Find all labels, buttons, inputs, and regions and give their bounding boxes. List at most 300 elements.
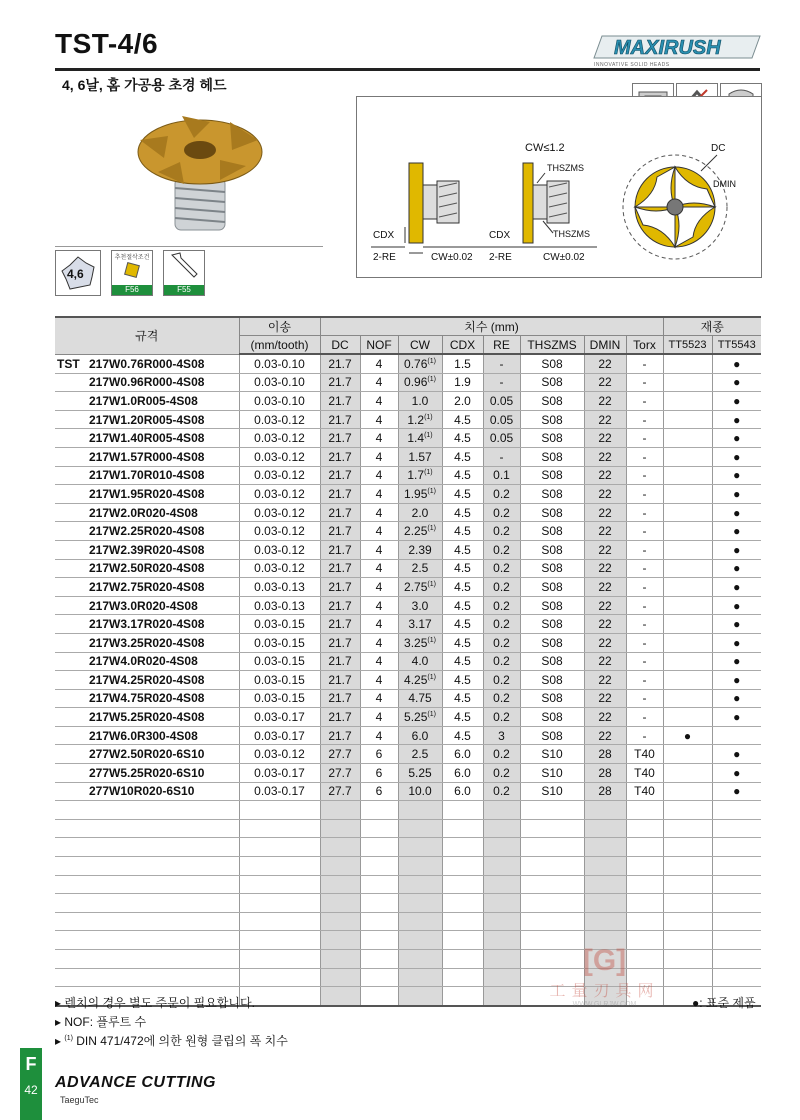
cell-nof: 4: [360, 354, 398, 373]
cell-g1: ●: [663, 726, 712, 745]
edges-count: 4,6: [67, 267, 84, 281]
spec-table-body: [55, 354, 761, 1006]
cell-cw: [398, 987, 442, 1006]
table-row: [55, 503, 761, 522]
table-row: [55, 671, 761, 690]
cell-feed: [239, 968, 320, 987]
wrench-icon: [166, 251, 202, 281]
cell-dc: 21.7: [320, 410, 360, 429]
cell-cdx: 6.0: [442, 782, 483, 801]
cell-nof: 4: [360, 373, 398, 392]
cell-code: [55, 875, 239, 894]
brand-text: MAXIRUSH: [614, 37, 721, 59]
cell-cw: 3.0: [398, 596, 442, 615]
cell-code: 217W2.75R020-4S08: [55, 578, 239, 597]
header-cw: CW: [398, 336, 442, 355]
cell-g2: [712, 968, 761, 987]
cell-g2: ●: [712, 671, 761, 690]
cell-re: 0.2: [483, 540, 520, 559]
table-row: [55, 782, 761, 801]
cell-dc: [320, 987, 360, 1006]
cell-torx: T40: [626, 782, 663, 801]
cell-cdx: 4.5: [442, 503, 483, 522]
table-row: [55, 447, 761, 466]
table-row: [55, 540, 761, 559]
cell-code: [55, 819, 239, 838]
header-grade-2: TT5543: [712, 336, 761, 355]
cell-torx: [626, 819, 663, 838]
header-grade-1: TT5523: [663, 336, 712, 355]
cell-nof: 4: [360, 447, 398, 466]
cell-g2: ●: [712, 485, 761, 504]
cell-nof: 4: [360, 503, 398, 522]
cell-re: 0.2: [483, 596, 520, 615]
cell-re: 0.05: [483, 429, 520, 448]
cell-torx: [626, 801, 663, 820]
cell-torx: -: [626, 540, 663, 559]
cell-th: S08: [520, 596, 584, 615]
cell-feed: 0.03-0.15: [239, 633, 320, 652]
company-name: TaeguTec: [60, 1095, 99, 1105]
section-divider: [55, 246, 323, 247]
cell-torx: -: [626, 708, 663, 727]
cell-g1: [663, 447, 712, 466]
cell-cdx: [442, 912, 483, 931]
cell-nof: 4: [360, 596, 398, 615]
cell-code: [55, 894, 239, 913]
cell-dc: [320, 950, 360, 969]
cell-re: [483, 968, 520, 987]
cell-cdx: 6.0: [442, 745, 483, 764]
cell-nof: [360, 875, 398, 894]
cell-cw: 2.39: [398, 540, 442, 559]
cell-th: S08: [520, 708, 584, 727]
cell-dmin: [584, 912, 626, 931]
cell-torx: -: [626, 466, 663, 485]
cell-cw: [398, 968, 442, 987]
cell-nof: [360, 931, 398, 950]
cell-cdx: 1.9: [442, 373, 483, 392]
cell-g2: [712, 931, 761, 950]
cell-cdx: 4.5: [442, 559, 483, 578]
spec-table: [55, 316, 761, 1007]
cell-dmin: 22: [584, 726, 626, 745]
cell-g1: [663, 838, 712, 857]
watermark-text: 工量刃具网: [549, 983, 660, 1000]
table-row: [55, 689, 761, 708]
watermark-symbol: [G]: [582, 944, 627, 977]
cell-nof: [360, 894, 398, 913]
note-1: ▸ 렌치의 경우 별도 주문이 필요합니다.: [55, 996, 255, 1010]
cell-nof: 6: [360, 782, 398, 801]
cell-dmin: 22: [584, 540, 626, 559]
brand-tagline: INNOVATIVE SOLID HEADS: [594, 62, 670, 68]
cell-code: 217W0.96R000-4S08: [55, 373, 239, 392]
badge-row: [55, 250, 205, 296]
cell-nof: 6: [360, 745, 398, 764]
cell-cdx: 4.5: [442, 447, 483, 466]
page-number: 42: [24, 1083, 38, 1097]
cell-dmin: 22: [584, 503, 626, 522]
cell-g1: [663, 689, 712, 708]
cell-cw: 5.25$^{(1)}$: [398, 708, 442, 727]
cell-g2: [712, 726, 761, 745]
cell-th: S08: [520, 392, 584, 411]
cell-code: 217W2.0R020-4S08: [55, 503, 239, 522]
table-row: [55, 596, 761, 615]
header-nof: NOF: [360, 336, 398, 355]
cell-feed: [239, 950, 320, 969]
cell-cdx: 4.5: [442, 429, 483, 448]
cell-cdx: [442, 857, 483, 876]
table-row: [55, 875, 761, 894]
cell-torx: T40: [626, 764, 663, 783]
cell-dc: [320, 819, 360, 838]
cell-g2: ●: [712, 782, 761, 801]
cell-code: 217W3.17R020-4S08: [55, 615, 239, 634]
cell-nof: 4: [360, 466, 398, 485]
cell-dc: 21.7: [320, 671, 360, 690]
cell-feed: 0.03-0.10: [239, 373, 320, 392]
cell-th: S10: [520, 764, 584, 783]
header-cdx: CDX: [442, 336, 483, 355]
cell-feed: 0.03-0.12: [239, 485, 320, 504]
cell-nof: [360, 912, 398, 931]
cell-dc: 21.7: [320, 708, 360, 727]
cell-dc: [320, 838, 360, 857]
thszms-label-2: THSZMS: [553, 229, 590, 239]
cell-dmin: 22: [584, 522, 626, 541]
cw-limit-label: CW≤1.2: [525, 142, 565, 154]
cell-dc: 21.7: [320, 522, 360, 541]
cell-nof: [360, 801, 398, 820]
cell-re: 0.2: [483, 633, 520, 652]
recommended-conditions-badge[interactable]: [111, 250, 153, 296]
cell-code: [55, 968, 239, 987]
cell-g2: ●: [712, 745, 761, 764]
cell-cw: [398, 819, 442, 838]
re-label-2: 2-RE: [489, 252, 512, 263]
table-row: [55, 819, 761, 838]
cell-th: [520, 819, 584, 838]
cell-cdx: 2.0: [442, 392, 483, 411]
cw-tolerance-label-2: CW±0.02: [543, 252, 585, 263]
cell-th: S08: [520, 652, 584, 671]
cell-dc: 21.7: [320, 726, 360, 745]
cell-cdx: 4.5: [442, 633, 483, 652]
cell-feed: 0.03-0.13: [239, 596, 320, 615]
cell-feed: [239, 857, 320, 876]
table-row: [55, 429, 761, 448]
cell-g1: [663, 392, 712, 411]
cell-cw: 6.0: [398, 726, 442, 745]
cell-re: 0.2: [483, 503, 520, 522]
cell-code: 217W6.0R300-4S08: [55, 726, 239, 745]
cell-g1: [663, 708, 712, 727]
cell-g2: [712, 894, 761, 913]
cell-cdx: [442, 838, 483, 857]
cell-dmin: 22: [584, 615, 626, 634]
header-feed: 이송: [239, 317, 320, 336]
cell-re: -: [483, 373, 520, 392]
cell-torx: [626, 838, 663, 857]
cell-code: 217W2.39R020-4S08: [55, 540, 239, 559]
cell-cw: 4.25$^{(1)}$: [398, 671, 442, 690]
cell-g1: [663, 578, 712, 597]
cell-g2: ●: [712, 522, 761, 541]
cell-g2: ●: [712, 410, 761, 429]
cell-torx: -: [626, 596, 663, 615]
cell-feed: 0.03-0.17: [239, 726, 320, 745]
cell-g2: ●: [712, 764, 761, 783]
note-3: ▸ $^{(1)}$ DIN 471/472에 의한 원형 클립의 폭 치수: [55, 1034, 288, 1048]
cell-g2: [712, 912, 761, 931]
cell-g2: ●: [712, 466, 761, 485]
cell-code: 217W3.25R020-4S08: [55, 633, 239, 652]
cell-g2: ●: [712, 559, 761, 578]
cell-g1: [663, 745, 712, 764]
cell-g1: [663, 615, 712, 634]
cell-th: S10: [520, 745, 584, 764]
cell-g1: [663, 782, 712, 801]
cell-torx: -: [626, 578, 663, 597]
cell-cdx: [442, 950, 483, 969]
cell-nof: [360, 987, 398, 1006]
cell-torx: -: [626, 485, 663, 504]
cell-feed: 0.03-0.15: [239, 615, 320, 634]
footnotes: [55, 994, 288, 1051]
cell-torx: -: [626, 615, 663, 634]
table-row: [55, 615, 761, 634]
cell-cw: 0.96$^{(1)}$: [398, 373, 442, 392]
cell-nof: 4: [360, 522, 398, 541]
cell-th: S08: [520, 671, 584, 690]
cell-re: 0.2: [483, 559, 520, 578]
cell-code: 217W1.20R005-4S08: [55, 410, 239, 429]
thszms-label: THSZMS: [547, 163, 584, 173]
cell-feed: 0.03-0.12: [239, 522, 320, 541]
maxirush-logo: [592, 32, 762, 62]
cell-g2: [712, 857, 761, 876]
cell-th: [520, 912, 584, 931]
table-row: [55, 801, 761, 820]
cell-nof: 4: [360, 540, 398, 559]
cell-dmin: 28: [584, 745, 626, 764]
cell-g2: [712, 950, 761, 969]
cell-th: S08: [520, 429, 584, 448]
cell-g1: [663, 429, 712, 448]
cell-dc: 21.7: [320, 615, 360, 634]
wrench-code: F55: [164, 285, 204, 295]
cell-code: 217W1.40R005-4S08: [55, 429, 239, 448]
legend-standard: ●: 표준 제품: [692, 996, 756, 1010]
cell-re: 0.2: [483, 764, 520, 783]
end-view: [623, 143, 736, 259]
table-row: [55, 652, 761, 671]
cell-torx: -: [626, 522, 663, 541]
cell-cdx: 4.5: [442, 540, 483, 559]
cell-dc: 21.7: [320, 503, 360, 522]
cell-dc: 21.7: [320, 689, 360, 708]
cell-dc: 21.7: [320, 633, 360, 652]
cell-cdx: [442, 987, 483, 1006]
cell-feed: [239, 912, 320, 931]
cell-feed: 0.03-0.12: [239, 410, 320, 429]
cell-dmin: [584, 875, 626, 894]
table-row: [55, 894, 761, 913]
cell-cw: 1.4$^{(1)}$: [398, 429, 442, 448]
cdx-label: CDX: [373, 230, 395, 241]
cell-th: S08: [520, 503, 584, 522]
cell-dc: 27.7: [320, 782, 360, 801]
cell-th: S08: [520, 447, 584, 466]
cell-cw: [398, 801, 442, 820]
cell-nof: 4: [360, 410, 398, 429]
cell-feed: 0.03-0.12: [239, 540, 320, 559]
cell-code: 217W5.25R020-4S08: [55, 708, 239, 727]
table-row: [55, 764, 761, 783]
cell-dmin: 22: [584, 410, 626, 429]
cell-re: [483, 950, 520, 969]
cell-nof: 6: [360, 764, 398, 783]
cell-torx: -: [626, 354, 663, 373]
cell-dc: 21.7: [320, 596, 360, 615]
cell-re: 0.2: [483, 745, 520, 764]
cell-g2: ●: [712, 596, 761, 615]
cell-re: 0.05: [483, 392, 520, 411]
header-spec: 규격: [55, 317, 239, 354]
cell-code: [55, 838, 239, 857]
insert-icon: [122, 261, 142, 279]
cell-feed: 0.03-0.17: [239, 708, 320, 727]
cell-cw: [398, 912, 442, 931]
cell-th: [520, 894, 584, 913]
cell-dc: 21.7: [320, 447, 360, 466]
cell-torx: -: [626, 633, 663, 652]
cell-re: [483, 875, 520, 894]
cell-g2: ●: [712, 429, 761, 448]
cell-g2: ●: [712, 373, 761, 392]
cell-cw: 2.75$^{(1)}$: [398, 578, 442, 597]
cell-re: [483, 987, 520, 1006]
cell-dc: 21.7: [320, 354, 360, 373]
cell-cdx: 4.5: [442, 652, 483, 671]
cell-dc: [320, 801, 360, 820]
cell-cw: 0.76$^{(1)}$: [398, 354, 442, 373]
cell-torx: -: [626, 726, 663, 745]
header-torx: Torx: [626, 336, 663, 355]
cell-cw: 3.17: [398, 615, 442, 634]
cell-dc: 27.7: [320, 745, 360, 764]
section-letter: F: [25, 1054, 37, 1074]
cell-g1: [663, 764, 712, 783]
cell-code: [55, 801, 239, 820]
cell-dmin: 22: [584, 689, 626, 708]
cell-g2: ●: [712, 708, 761, 727]
wrench-badge[interactable]: [163, 250, 205, 296]
recommended-label: 추천절삭조건: [114, 255, 150, 261]
cell-dc: [320, 894, 360, 913]
cell-code: 217W4.75R020-4S08: [55, 689, 239, 708]
header-dc: DC: [320, 336, 360, 355]
cell-cdx: 4.5: [442, 615, 483, 634]
cell-re: [483, 857, 520, 876]
cell-dmin: 22: [584, 429, 626, 448]
cell-g2: [712, 838, 761, 857]
cell-dc: [320, 912, 360, 931]
cell-cw: 2.5: [398, 745, 442, 764]
cell-re: 0.2: [483, 671, 520, 690]
cell-feed: 0.03-0.13: [239, 578, 320, 597]
cell-dc: 21.7: [320, 466, 360, 485]
page-subtitle: 4, 6날, 홈 가공용 초경 헤드: [62, 77, 227, 93]
cell-code: 277W2.50R020-6S10: [55, 745, 239, 764]
cell-feed: 0.03-0.10: [239, 354, 320, 373]
cell-code: 217W4.25R020-4S08: [55, 671, 239, 690]
cell-code: 217W1.70R010-4S08: [55, 466, 239, 485]
cell-cw: [398, 838, 442, 857]
cell-g2: ●: [712, 689, 761, 708]
cell-g2: [712, 875, 761, 894]
cell-code: 277W10R020-6S10: [55, 782, 239, 801]
note-2: ▸ NOF: 플루트 수: [55, 1015, 147, 1029]
title-divider: [55, 68, 760, 71]
table-row: [55, 912, 761, 931]
cell-nof: 4: [360, 578, 398, 597]
table-row: [55, 857, 761, 876]
cell-torx: -: [626, 689, 663, 708]
cell-g1: [663, 522, 712, 541]
cell-dc: [320, 931, 360, 950]
cell-g2: [712, 819, 761, 838]
cell-cw: 4.75: [398, 689, 442, 708]
table-row: [55, 726, 761, 745]
cell-dc: [320, 857, 360, 876]
cell-re: 0.1: [483, 466, 520, 485]
cell-nof: [360, 857, 398, 876]
table-row: [55, 485, 761, 504]
cell-cw: 2.0: [398, 503, 442, 522]
cell-re: 0.2: [483, 578, 520, 597]
cell-feed: [239, 894, 320, 913]
cell-cdx: 4.5: [442, 485, 483, 504]
cell-dc: 21.7: [320, 429, 360, 448]
cell-th: S08: [520, 615, 584, 634]
cell-dmin: 28: [584, 782, 626, 801]
header-feed-unit: (mm/tooth): [239, 336, 320, 355]
cell-cw: 1.57: [398, 447, 442, 466]
cell-cdx: 4.5: [442, 410, 483, 429]
cell-re: 0.2: [483, 689, 520, 708]
cell-re: [483, 894, 520, 913]
cell-g1: [663, 503, 712, 522]
cell-g1: [663, 466, 712, 485]
table-row: [55, 838, 761, 857]
cell-nof: 4: [360, 615, 398, 634]
cell-cw: 10.0: [398, 782, 442, 801]
cell-code: 217W2.25R020-4S08: [55, 522, 239, 541]
cell-g2: ●: [712, 633, 761, 652]
cell-g2: ●: [712, 503, 761, 522]
cell-cw: 3.25$^{(1)}$: [398, 633, 442, 652]
cell-nof: 4: [360, 485, 398, 504]
cell-cw: 2.25$^{(1)}$: [398, 522, 442, 541]
table-row: [55, 559, 761, 578]
cell-dc: 21.7: [320, 373, 360, 392]
cell-re: [483, 838, 520, 857]
cell-code: 277W5.25R020-6S10: [55, 764, 239, 783]
cell-dmin: [584, 857, 626, 876]
